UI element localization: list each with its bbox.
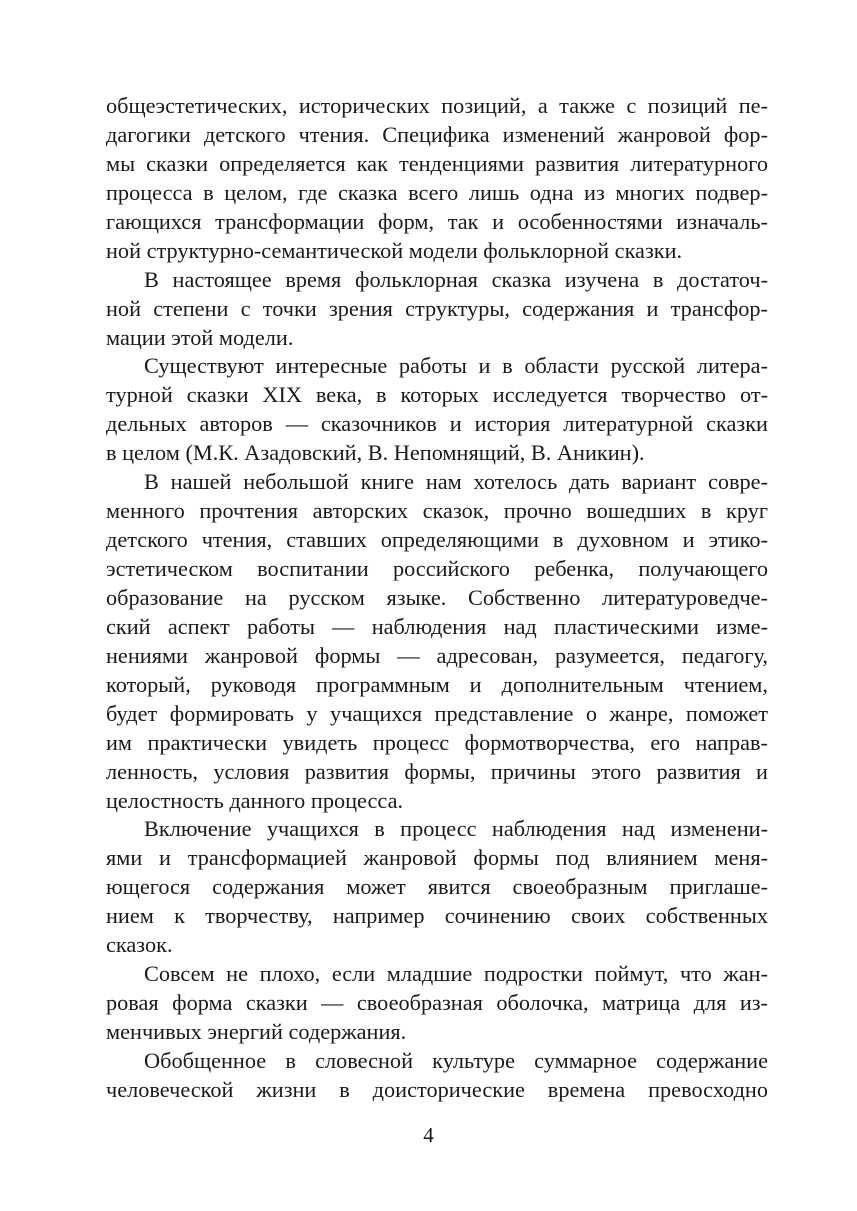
text-line: менного прочтения авторских сказок, прочно вошедших в круг: [106, 498, 768, 524]
text-line: ский аспект работы — наблюдения над пластическими изме-: [106, 613, 768, 639]
text-line: В настоящее время фольклорная сказка изучена в достаточ-: [144, 266, 768, 292]
text-line: детского чтения, ставших определяющими в духовном и этико-: [106, 527, 768, 553]
text-line: ной структурно-семантической модели фольклорной сказки.: [106, 237, 683, 263]
text-line: целостность данного процесса.: [106, 787, 404, 813]
paragraph: [106, 468, 768, 815]
text-line: ровая форма сказки — своеобразная оболочка, матрица для из-: [106, 990, 768, 1016]
paragraph: [106, 1047, 768, 1105]
text-line: менчивых энергий содержания.: [106, 1019, 407, 1044]
text-line: дагогики детского чтения. Специфика изменений жанровой фор-: [106, 121, 768, 147]
text-line: Включение учащихся в процесс наблюдения над изменени-: [144, 816, 768, 842]
text-line: который, руководя программным и дополнительным чтением,: [106, 671, 768, 697]
paragraph: [106, 815, 768, 960]
paragraph: [106, 92, 768, 266]
text-line: сказок.: [106, 932, 173, 958]
page-body: [106, 92, 768, 1105]
text-line: нениями жанровой формы — адресован, разумеется, педагогу,: [106, 642, 768, 668]
text-line: эстетическом воспитании российского ребенка, получающего: [106, 556, 768, 581]
text-line: будет формировать у учащихся представление о жанре, поможет: [106, 700, 768, 726]
text-line: общеэстетических, исторических позиций, а также с позиций пе-: [106, 93, 768, 118]
text-line: мы сказки определяется как тенденциями развития литературного: [106, 150, 768, 176]
text-line: человеческой жизни в доисторические времена превосходно: [106, 1076, 768, 1102]
text-line: процесса в целом, где сказка всего лишь одна из многих подвер-: [106, 179, 768, 205]
paragraph: [106, 266, 768, 353]
text-line: дельных авторов — сказочников и история литературной сказки: [106, 411, 768, 437]
text-line: в целом (М.К. Азадовский, В. Непомнящий, В. Аникин).: [106, 440, 645, 466]
text-line: гающихся трансформации форм, так и особенностями изначаль-: [106, 208, 768, 234]
paragraph: [106, 352, 768, 468]
paragraph: [106, 960, 768, 1047]
text-line: Совсем не плохо, если младшие подростки поймут, что жан-: [144, 961, 768, 987]
text-line: В нашей небольшой книге нам хотелось дать вариант совре-: [144, 469, 768, 495]
text-line: турной сказки XIX века, в которых исследуется творчество от-: [106, 382, 768, 408]
text-line: образование на русском языке. Собственно литературоведче-: [106, 584, 768, 610]
page-number: 4: [423, 1123, 434, 1147]
text-line: ями и трансформацией жанровой формы под влиянием меня-: [106, 845, 768, 871]
text-line: ленность, условия развития формы, причины этого развития и: [106, 758, 768, 784]
text-line: нием к творчеству, например сочинению своих собственных: [106, 903, 768, 929]
text-line: Обобщенное в словесной культуре суммарное содержание: [144, 1047, 768, 1073]
text-line: ющегося содержания может явится своеобразным приглаше-: [106, 874, 768, 900]
text-line: мации этой модели.: [106, 324, 294, 350]
text-line: Существуют интересные работы и в области русской литера-: [144, 353, 768, 379]
text-line: ной степени с точки зрения структуры, содержания и трансфор-: [106, 295, 768, 321]
text-line: им практически увидеть процесс формотворчества, его направ-: [106, 729, 768, 755]
